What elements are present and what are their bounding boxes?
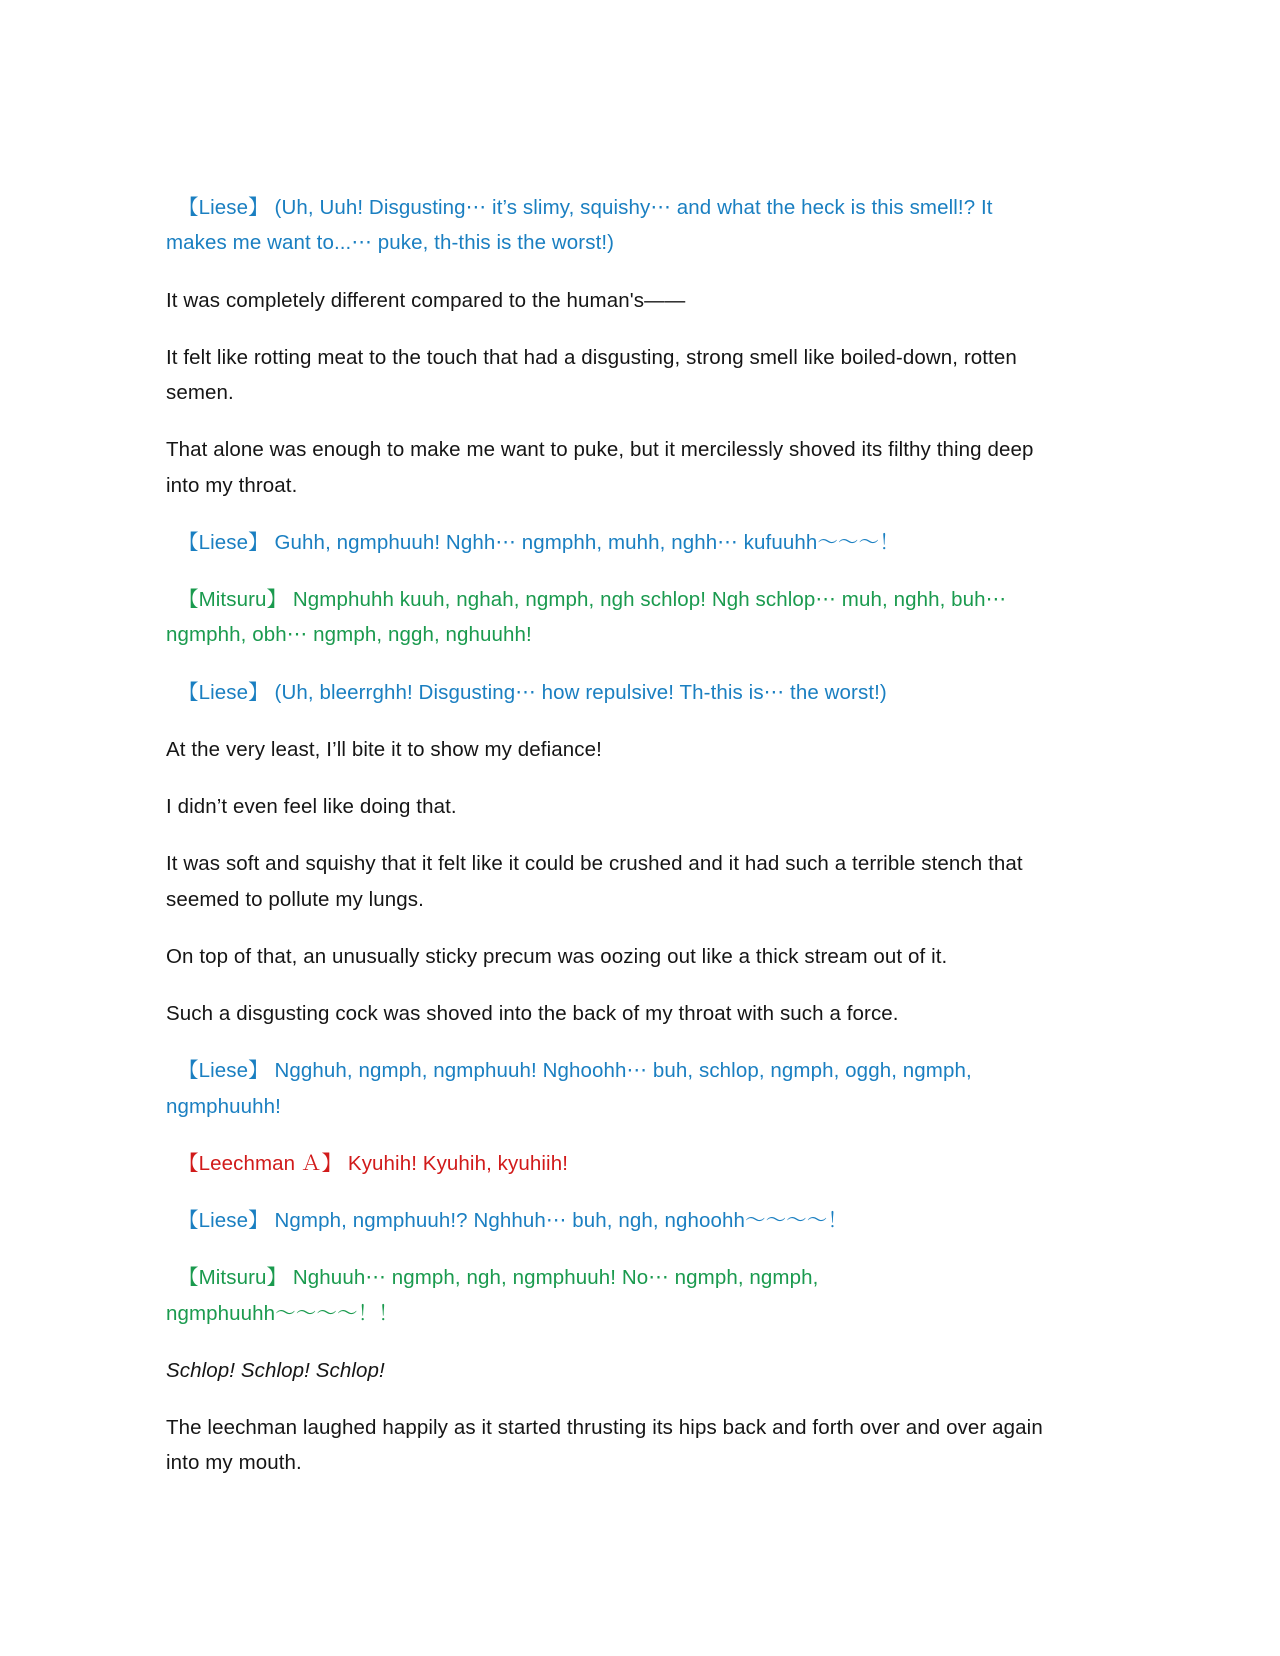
narration-paragraph	[166, 732, 1046, 767]
paragraph-text: Guhh, ngmphuuh! Nghh⋯ ngmphh, muhh, nghh⋯ kufuuhh〜〜〜！	[268, 530, 900, 554]
document-body	[166, 190, 1046, 1503]
paragraph-text: That alone was enough to make me want to puke, but it mercilessly shoved its filthy thing deep into my throat.	[166, 438, 1034, 497]
speaker-label: 【Liese】	[178, 1209, 269, 1232]
paragraph-text: Such a disgusting cock was shoved into the back of my throat with such a force.	[166, 1002, 899, 1025]
paragraph-text: Schlop! Schlop! Schlop!	[166, 1358, 385, 1382]
paragraph-text: I didn’t even feel like doing that.	[166, 795, 457, 818]
narration-paragraph	[166, 789, 1046, 824]
dialogue-paragraph	[166, 190, 1046, 261]
paragraph-text: It felt like rotting meat to the touch that had a disgusting, strong smell like boiled-down, rotten semen.	[166, 345, 1017, 404]
paragraph-text: (Uh, Uuh! Disgusting⋯ it’s slimy, squishy⋯ and what the heck is this smell!? It makes me want to...⋯ puke, th-this is the worst!)	[166, 196, 993, 255]
narration-paragraph	[166, 1410, 1046, 1481]
speaker-label: 【Liese】	[178, 1059, 269, 1083]
paragraph-text: Nghuuh⋯ ngmph, ngh, ngmphuuh! No⋯ ngmph, ngmph, ngmphuuhh〜〜〜〜！！	[166, 1266, 819, 1325]
dialogue-paragraph	[166, 1203, 1046, 1238]
narration-paragraph	[166, 283, 1046, 318]
narration-paragraph	[166, 432, 1046, 503]
speaker-label: 【Liese】	[178, 680, 269, 704]
paragraph-text: At the very least, I’ll bite it to show my defiance!	[166, 737, 602, 761]
narration-paragraph	[166, 939, 1046, 974]
speaker-label: 【Mitsuru】	[178, 1266, 288, 1290]
paragraph-text: It was soft and squishy that it felt like it could be crushed and it had such a terrible stench that seemed to pollute my lungs.	[166, 852, 1023, 911]
paragraph-text: The leechman laughed happily as it started thrusting its hips back and forth over and over again into my mouth.	[166, 1416, 1043, 1475]
dialogue-paragraph	[166, 525, 1046, 560]
speaker-label: 【Leechman Ａ】	[178, 1151, 343, 1175]
paragraph-text: It was completely different compared to the human's——	[166, 288, 686, 312]
dialogue-paragraph	[166, 582, 1046, 653]
dialogue-paragraph	[166, 1053, 1046, 1124]
paragraph-text: On top of that, an unusually sticky precum was oozing out like a thick stream out of it.	[166, 944, 948, 968]
paragraph-text: Kyuhih! Kyuhih, kyuhiih!	[342, 1151, 568, 1175]
narration-paragraph	[166, 1353, 1046, 1388]
speaker-label: 【Liese】	[178, 196, 269, 219]
dialogue-paragraph	[166, 1146, 1046, 1181]
narration-paragraph	[166, 846, 1046, 917]
speaker-label: 【Mitsuru】	[178, 588, 288, 611]
paragraph-text: (Uh, bleerrghh! Disgusting⋯ how repulsive! Th-this is⋯ the worst!)	[268, 680, 887, 704]
speaker-label: 【Liese】	[178, 530, 269, 554]
narration-paragraph	[166, 996, 1046, 1031]
paragraph-text: Ngmph, ngmphuuh!? Nghhuh⋯ buh, ngh, nghoohh〜〜〜〜！	[268, 1209, 848, 1232]
paragraph-text: Ngmphuhh kuuh, nghah, ngmph, ngh schlop! Ngh schlop⋯ muh, nghh, buh⋯ ngmphh, obh⋯ ngmph, nggh, nghuuhh!	[166, 588, 1007, 647]
dialogue-paragraph	[166, 675, 1046, 710]
narration-paragraph	[166, 340, 1046, 411]
dialogue-paragraph	[166, 1260, 1046, 1331]
paragraph-text: Ngghuh, ngmph, ngmphuuh! Nghoohh⋯ buh, schlop, ngmph, oggh, ngmph, ngmphuuhh!	[166, 1059, 972, 1118]
